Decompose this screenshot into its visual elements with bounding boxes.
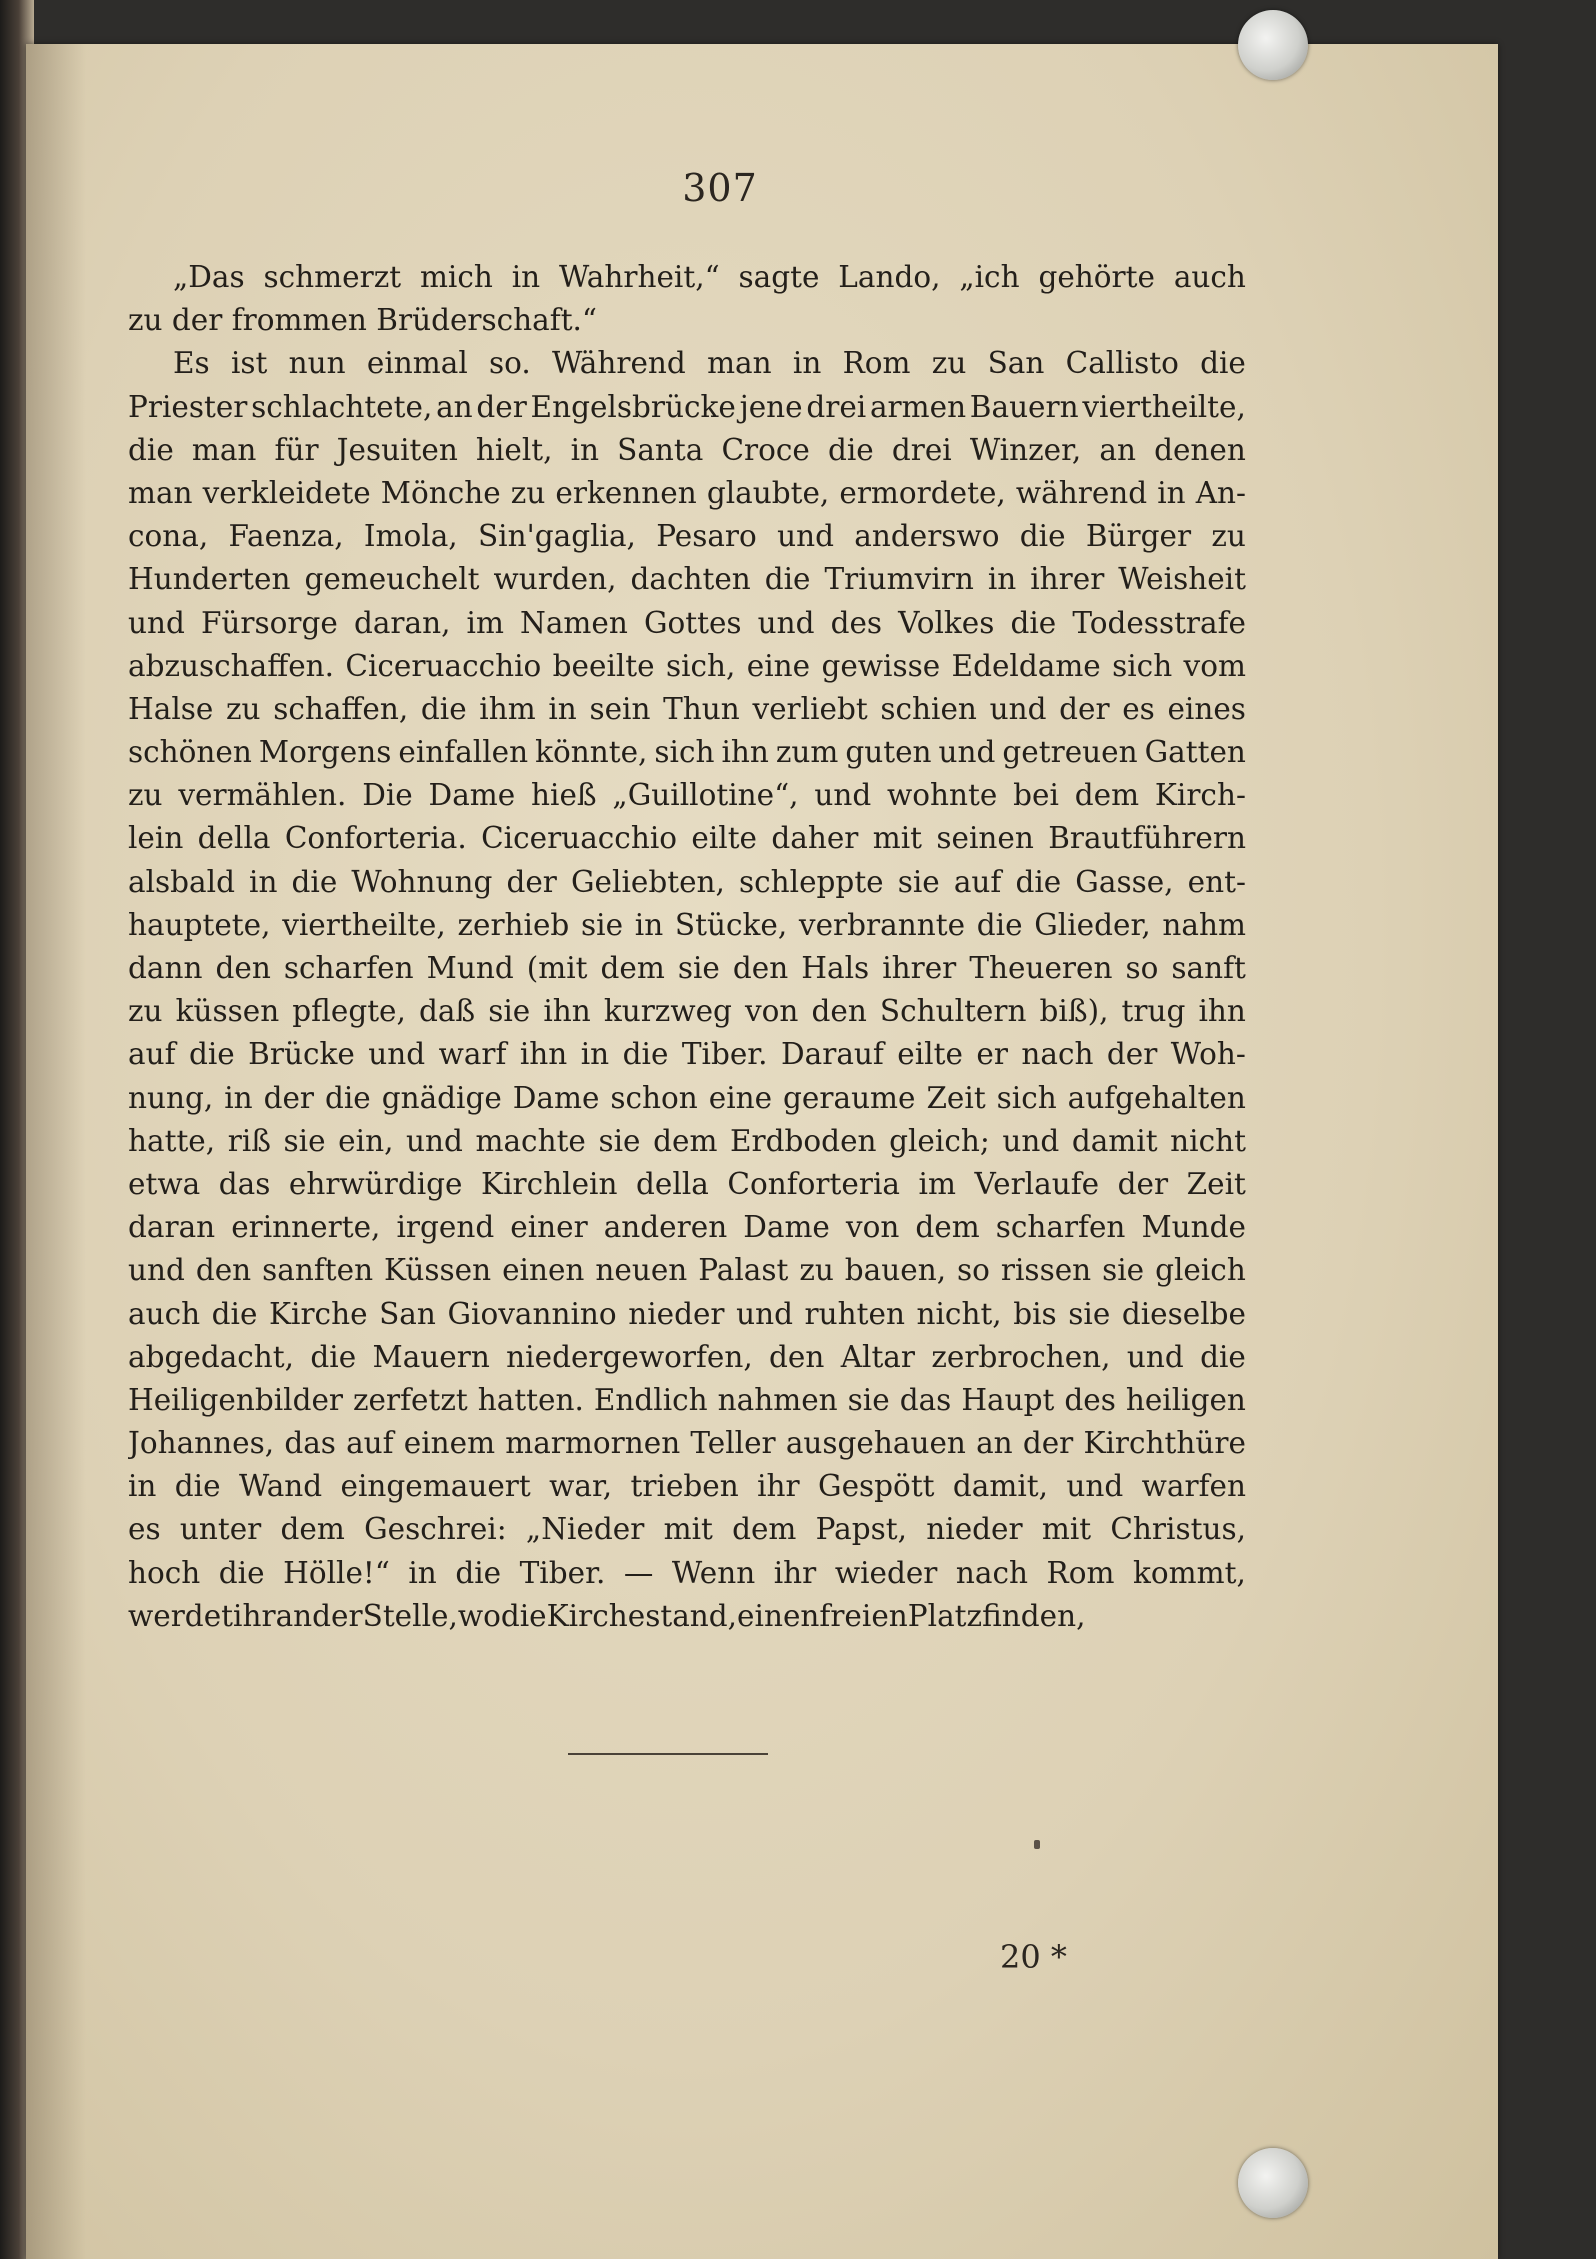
text-line: etwa das ehrwürdige Kirchlein della Conforteria im Verlaufe der Zeit bbox=[128, 1166, 1246, 1201]
page-clip-top bbox=[1238, 10, 1308, 80]
section-separator bbox=[568, 1753, 768, 1755]
text-line: zu küssen pflegte, daß sie ihn kurzweg von den Schultern biß), trug ihn bbox=[128, 994, 1246, 1029]
text-line: und Fürsorge daran, im Namen Gottes und des Volkes die Todesstrafe bbox=[128, 605, 1246, 640]
page-clip-bottom bbox=[1238, 2148, 1308, 2218]
sheet-signature: 20 * bbox=[1000, 1938, 1067, 1976]
text-line: zu der frommen Brüderschaft.“ bbox=[128, 303, 598, 338]
text-line: auch die Kirche San Giovannino nieder und ruhten nicht, bis sie dieselbe bbox=[128, 1296, 1246, 1331]
text-line: Hunderten gemeuchelt wurden, dachten die Triumvirn in ihrer Weisheit bbox=[128, 562, 1246, 597]
text-line: nung, in der die gnädige Dame schon eine geraume Zeit sich aufgehalten bbox=[128, 1080, 1246, 1115]
text-line: in die Wand eingemauert war, trieben ihr Gespött damit, und warfen bbox=[128, 1469, 1246, 1504]
text-line: zu vermählen. Die Dame hieß „Guillotine“, und wohnte bei dem Kirch- bbox=[128, 778, 1246, 813]
text-line: hatte, riß sie ein, und machte sie dem Erdboden gleich; und damit nicht bbox=[128, 1123, 1246, 1158]
text-line: cona, Faenza, Imola, Sin'gaglia, Pesaro und anderswo die Bürger zu bbox=[128, 519, 1246, 554]
text-line: werdet ihr an der Stelle, wo die Kirche stand, einen freien Platz finden, bbox=[128, 1598, 1086, 1633]
text-line: abzuschaffen. Ciceruacchio beeilte sich, eine gewisse Edeldame sich vom bbox=[128, 648, 1246, 683]
text-line: die man für Jesuiten hielt, in Santa Croce die drei Winzer, an denen bbox=[128, 432, 1246, 467]
text-line: „Das schmerzt mich in Wahrheit,“ sagte Lando, „ich gehörte auch bbox=[173, 260, 1246, 294]
text-line: Es ist nun einmal so. Während man in Rom zu San Callisto die bbox=[173, 346, 1246, 381]
text-line: Heiligenbilder zerfetzt hatten. Endlich nahmen sie das Haupt des heiligen bbox=[128, 1382, 1246, 1417]
body-text bbox=[128, 256, 1246, 1638]
text-line: hauptete, viertheilte, zerhieb sie in Stücke, verbrannte die Glieder, nahm bbox=[128, 907, 1246, 942]
text-line: hoch die Hölle!“ in die Tiber. — Wenn ihr wieder nach Rom kommt, bbox=[128, 1555, 1246, 1590]
text-line: Priester schlachtete, an der Engelsbrücke jene drei armen Bauern viertheilte, bbox=[128, 389, 1246, 424]
page-number: 307 bbox=[682, 166, 758, 210]
text-line: und den sanften Küssen einen neuen Palast zu bauen, so rissen sie gleich bbox=[128, 1253, 1246, 1288]
text-line: daran erinnerte, irgend einer anderen Dame von dem scharfen Munde bbox=[128, 1210, 1246, 1245]
text-line: dann den scharfen Mund (mit dem sie den Hals ihrer Theueren so sanft bbox=[128, 951, 1246, 985]
text-line: auf die Brücke und warf ihn in die Tiber. Darauf eilte er nach der Woh- bbox=[128, 1037, 1246, 1072]
text-line: lein della Conforteria. Ciceruacchio eilte daher mit seinen Brautführern bbox=[128, 821, 1246, 856]
text-line: Halse zu schaffen, die ihm in sein Thun verliebt schien und der es eines bbox=[128, 691, 1246, 726]
text-line: abgedacht, die Mauern niedergeworfen, den Altar zerbrochen, und die bbox=[128, 1339, 1246, 1374]
text-line: es unter dem Geschrei: „Nieder mit dem Papst, nieder mit Christus, bbox=[128, 1512, 1246, 1547]
text-line: Johannes, das auf einem marmornen Teller ausgehauen an der Kirchthüre bbox=[128, 1426, 1246, 1461]
ink-speck bbox=[1034, 1840, 1040, 1849]
text-line: schönen Morgens einfallen könnte, sich ihn zum guten und getreuen Gatten bbox=[128, 735, 1246, 770]
text-line: alsbald in die Wohnung der Geliebten, schleppte sie auf die Gasse, ent- bbox=[128, 864, 1246, 899]
text-line: man verkleidete Mönche zu erkennen glaubte, ermordete, während in An- bbox=[128, 475, 1246, 510]
